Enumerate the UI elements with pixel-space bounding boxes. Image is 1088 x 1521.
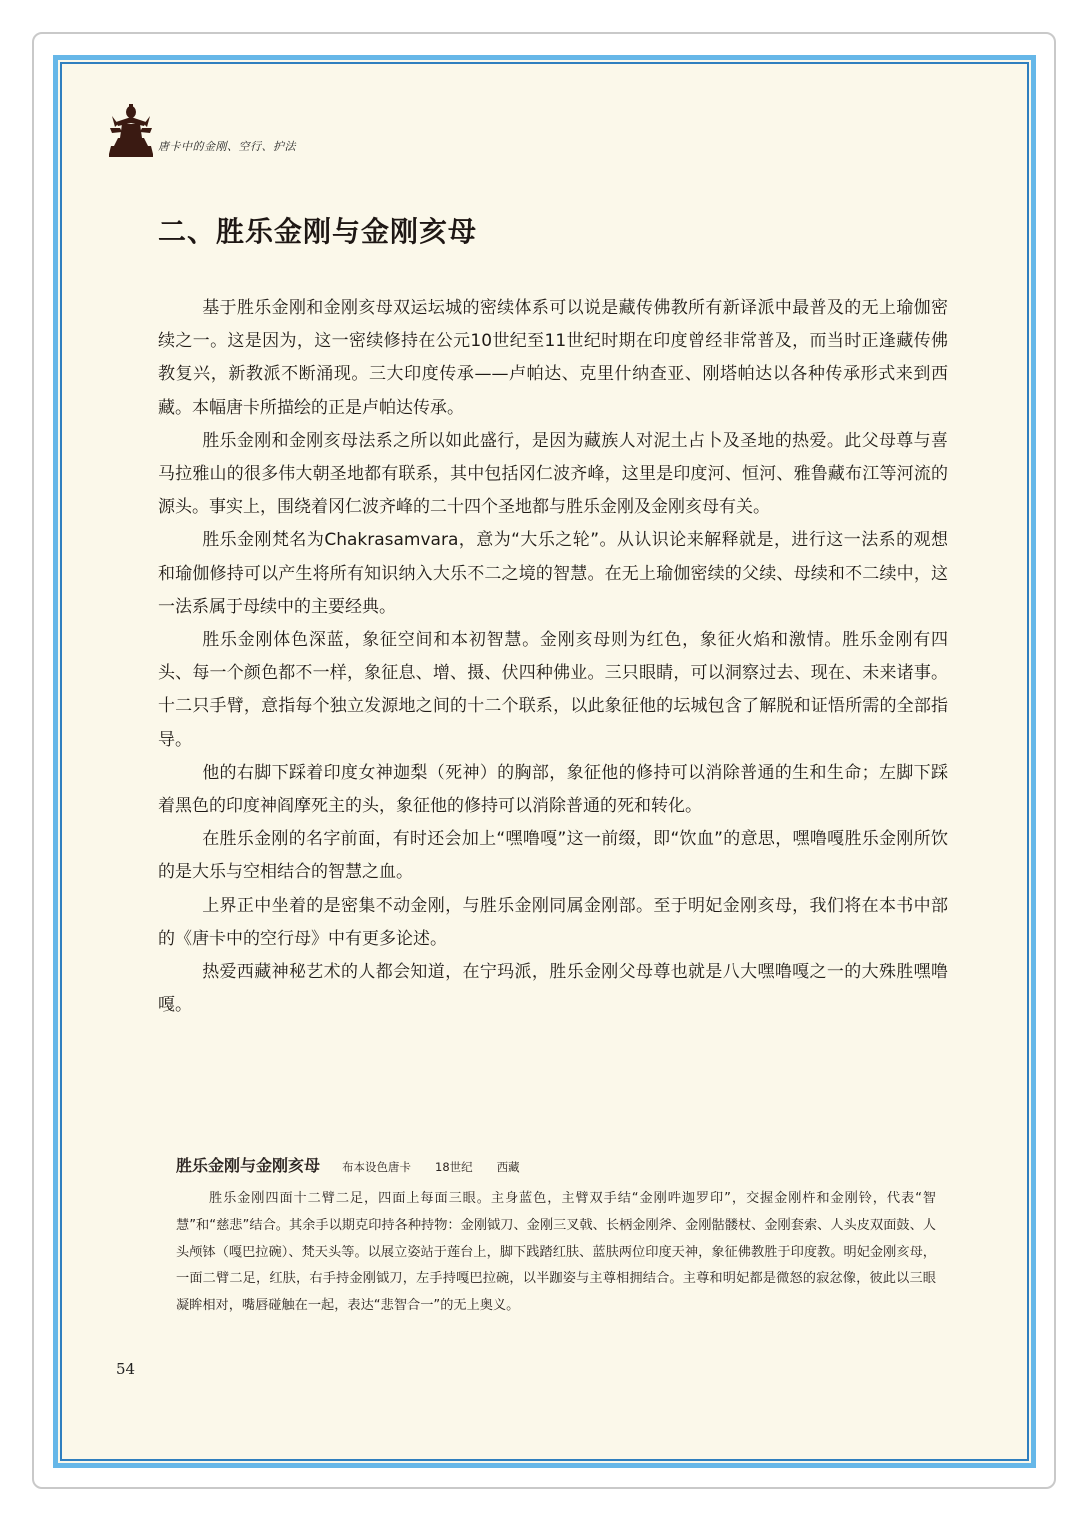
caption-text: 胜乐金刚四面十二臂二足，四面上每面三眼。主身蓝色，主臂双手结“金刚吽迦罗印”，交握金刚杵和金刚铃，代表“智慧”和“慈悲”结合。其余手以期克印持各种持物：金刚钺刀、金刚三叉戟、长柄金刚斧、金刚骷髅杖、金刚套索、人头皮双面鼓、人头颅钵（嘎巴拉碗）、梵天头等。以展立姿站于莲台上，脚下践踏红肤、蓝肤两位印度天神，象征佛教胜于印度教。明妃金刚亥母，一面二臂二足，红肤，右手持金刚钺刀，左手持嘎巴拉碗，以半跏姿与主尊相拥结合。主尊和明妃都是微怒的寂忿像，彼此以三眼凝眸相对，嘴唇碰触在一起，表达“悲智合一”的无上奥义。	[176, 1191, 936, 1314]
section-title: 二、胜乐金刚与金刚亥母	[158, 215, 478, 248]
running-title: 唐卡中的金刚、空行、护法	[158, 140, 296, 153]
paragraph: 胜乐金刚梵名为Chakrasamvara，意为“大乐之轮”。从认识论来解释就是，进行这一法系的观想和瑜伽修持可以产生将所有知识纳入大乐不二之境的智慧。在无上瑜伽密续的父续、母续和不二续中，这一法系属于母续中的主要经典。	[158, 530, 948, 617]
page-border	[53, 55, 1036, 1468]
figure-caption	[176, 1153, 936, 1320]
caption-origin: 西藏	[496, 1160, 520, 1174]
page-number: 54	[116, 1360, 136, 1378]
paragraph: 基于胜乐金刚和金刚亥母双运坛城的密续体系可以说是藏传佛教所有新译派中最普及的无上瑜伽密续之一。这是因为，这一密续修持在公元10世纪至11世纪时期在印度曾经非常普及，而当时正逢藏传佛教复兴，新教派不断涌现。三大印度传承——卢帕达、克里什纳查亚、刚塔帕达以各种传承形式来到西藏。本幅唐卡所描绘的正是卢帕达传承。	[158, 298, 948, 418]
paragraph: 上界正中坐着的是密集不动金刚，与胜乐金刚同属金刚部。至于明妃金刚亥母，我们将在本书中部的《唐卡中的空行母》中有更多论述。	[158, 895, 948, 949]
caption-title: 胜乐金刚与金刚亥母	[176, 1156, 321, 1175]
body-text	[158, 292, 948, 1022]
document-page	[58, 60, 1031, 1463]
paragraph: 在胜乐金刚的名字前面，有时还会加上“嘿噜嘎”这一前缀，即“饮血”的意思，嘿噜嘎胜乐金刚所饮的是大乐与空相结合的智慧之血。	[158, 829, 948, 883]
paragraph: 胜乐金刚体色深蓝，象征空间和本初智慧。金刚亥母则为红色，象征火焰和激情。胜乐金刚有四头、每一个颜色都不一样，象征息、增、摄、伏四种佛业。三只眼睛，可以洞察过去、现在、未来诸事。十二只手臂，意指每个独立发源地之间的十二个联系，以此象征他的坛城包含了解脱和证悟所需的全部指导。	[158, 630, 948, 750]
paragraph: 热爱西藏神秘艺术的人都会知道，在宁玛派，胜乐金刚父母尊也就是八大嘿噜嘎之一的大殊胜嘿噜嘎。	[158, 962, 948, 1016]
paragraph: 他的右脚下踩着印度女神迦梨（死神）的胸部，象征他的修持可以消除普通的生和生命；左脚下踩着黑色的印度神阎摩死主的头，象征他的修持可以消除普通的死和转化。	[158, 762, 948, 817]
caption-medium: 布本设色唐卡	[342, 1160, 412, 1174]
caption-heading	[176, 1153, 936, 1176]
running-header	[108, 98, 296, 158]
paragraph: 胜乐金刚和金刚亥母法系之所以如此盛行，是因为藏族人对泥土占卜及圣地的热爱。此父母尊与喜马拉雅山的很多伟大朝圣地都有联系，其中包括冈仁波齐峰，这里是印度河、恒河、雅鲁藏布江等河流的源头。事实上，围绕着冈仁波齐峰的二十四个圣地都与胜乐金刚及金刚亥母有关。	[158, 430, 948, 518]
deity-figure-icon	[108, 102, 154, 158]
caption-century: 18世纪	[435, 1160, 473, 1174]
